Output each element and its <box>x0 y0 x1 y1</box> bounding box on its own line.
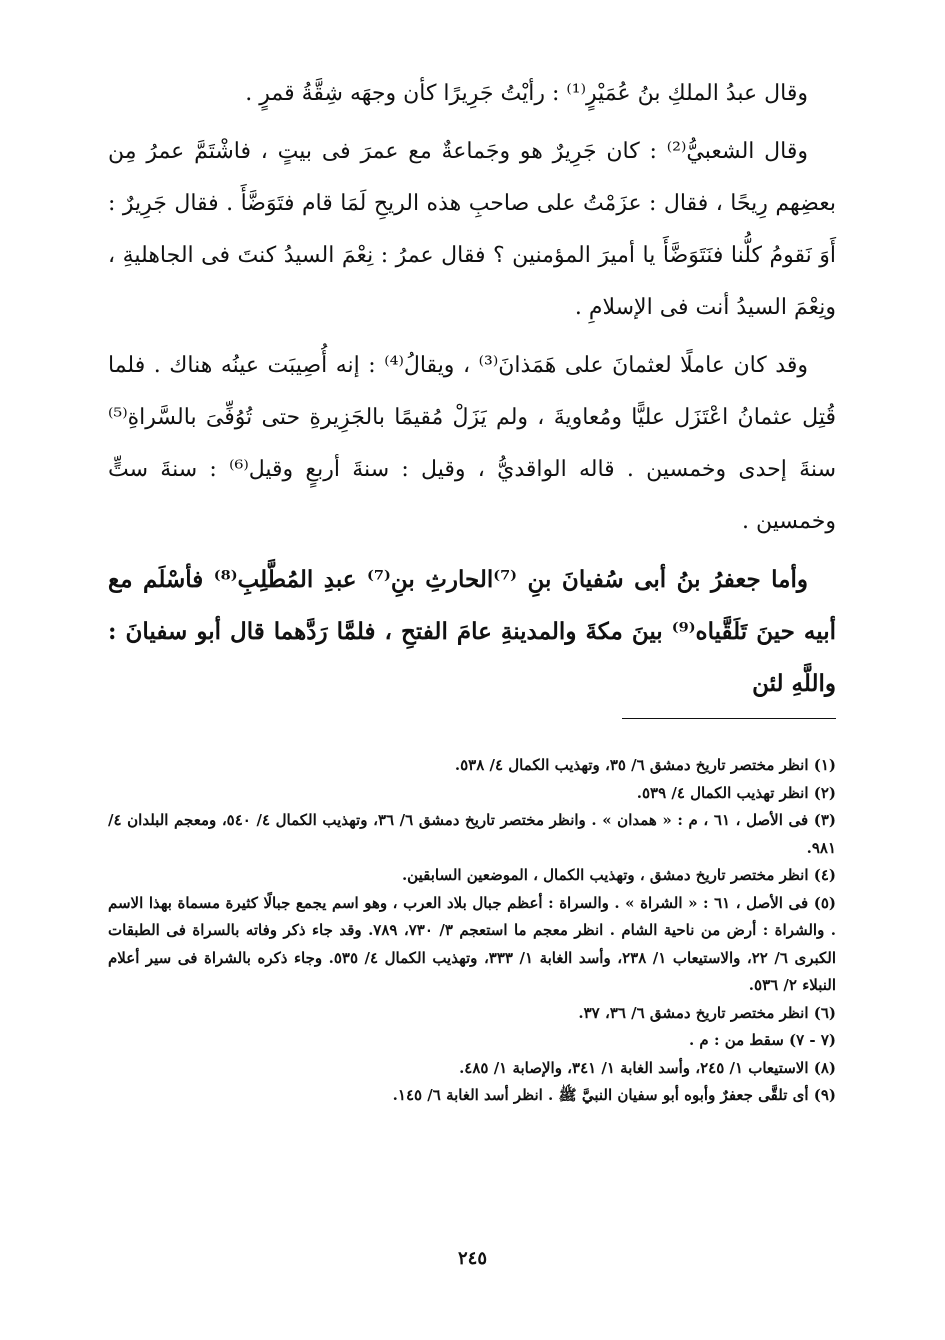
footnote-8: (٨) الاستيعاب ١/ ٢٤٥، وأسد الغابة ١/ ٣٤١، والإصابة ١/ ٤٨٥. <box>459 1058 836 1077</box>
footnote-3: (٣) فى الأصل ، ٦١ ، م : « همدان » . وانظر مختصر تاريخ دمشق ٦/ ٣٦، وتهذيب الكمال ٤/ ٥٤٠، ومعجم البلدان ٤/ ٩٨١. <box>108 811 837 857</box>
footnote-9: (٩) أى تلقَّى جعفرٌ وأبوه أبو سفيان النبيَّ ﷺ . انظر أسد الغابة ٦/ ١٤٥. <box>392 1086 836 1104</box>
footnote-5: (٥) فى الأصل ، ٦١ : « الشراة » . والسراة : أعظم جبال بلاد العرب ، وهو اسم يجمع جبالًا كثيرة مسماة بهذا الاسم . والشراة : أرض من ناحية الشام . انظر معجم ما استعجم ٣/ ٧٣٠، ٧٨٩. وقد جاء ذكر وفاته بالسراة فى الطبقات الكبرى ٦/ ٢٢، والاستيعاب ١/ ٢٣٨، وأسد الغابة ١/ ٣٣٣، وتهذيب الكمال ٤/ ٥٣٥. وجاء ذكره بالشراة فى سير أعلام النبلاء ٢/ ٥٣٦. <box>108 893 837 994</box>
footnote-2: (٢) انظر تهذيب الكمال ٤/ ٥٣٩. <box>636 783 836 802</box>
main-text <box>108 68 836 716</box>
footnotes <box>108 752 836 1110</box>
paragraph-2: وقال الشعبيُّ⁽²⁾ : كان جَرِيرٌ هو وجَماعةٌ مع عمرَ فى بيتٍ ، فاشْتَمَّ عمرُ مِن بعضِهم رِيحًا ، فقال : عزَمْتُ على صاحبِ هذه الريحِ لَمَا قام فتَوَضَّأَ . فقال جَرِيرٌ : أَوَ نَقومُ كلُّنا فنَتَوَضَّأَ يا أميرَ المؤمنين ؟ فقال عمرُ : نِعْمَ السيدُ كنتَ فى الجاهليةِ ، ونِعْمَ السيدُ أنت فى الإسلامِ . <box>108 139 836 320</box>
paragraph-1: وقال عبدُ الملكِ بنُ عُمَيْرٍ⁽¹⁾ : رأيْتُ جَرِيرًا كأن وجهَه شِقَّةُ قمرٍ . <box>245 81 808 106</box>
paragraph-4: وأما جعفرُ بنُ أبى سُفيانَ بنِ ⁽⁷⁾الحارثِ بنِ⁽⁷⁾ عبدِ المُطَّلِبِ⁽⁸⁾ فأسْلَم مع أبيه حينَ تَلَقَّياه⁽⁹⁾ بينَ مكةَ والمدينةِ عامَ الفتحِ ، فلمَّا رَدَّهما قال أبو سفيانَ : واللَّهِ لئن <box>108 566 836 697</box>
footnote-separator <box>622 718 836 719</box>
footnote-7: (٧ - ٧) سقط من : م . <box>688 1031 836 1049</box>
footnote-1: (١) انظر مختصر تاريخ دمشق ٦/ ٣٥، وتهذيب الكمال ٤/ ٥٣٨. <box>454 756 836 774</box>
page-number: ٢٤٥ <box>457 1248 487 1269</box>
footnote-6: (٦) انظر مختصر تاريخ دمشق ٦/ ٣٦، ٣٧. <box>578 1003 836 1022</box>
footnote-4: (٤) انظر مختصر تاريخ دمشق ، وتهذيب الكمال ، الموضعين السابقين. <box>401 866 836 884</box>
paragraph-3: وقد كان عاملًا لعثمانَ على هَمَذانَ⁽³⁾ ، ويقالُ⁽⁴⁾ : إنه أُصِيبَت عينُه هناك . فلما قُتِل عثمانُ اعْتَزَل عليًّا ومُعاويةَ ، ولم يَزَلْ مُقيمًا بالجَزِيرةِ حتى تُوُفِّىَ بالسَّراةِ⁽⁵⁾ سنةَ إحدى وخمسين . قاله الواقديُّ ، وقيل : سنةَ أربعٍ وقيل⁽⁶⁾ : سنةَ ستٍّ وخمسين . <box>108 353 836 534</box>
